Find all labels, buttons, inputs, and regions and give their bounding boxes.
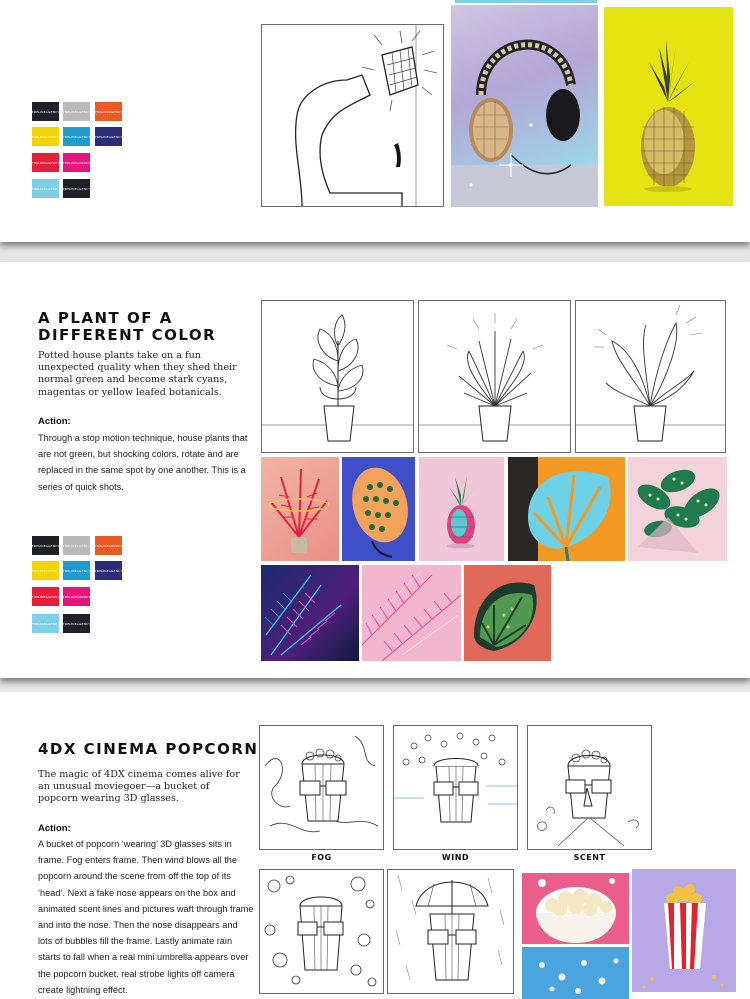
- photo-monstera-coral: [464, 565, 551, 661]
- sketch-plant-1: [261, 300, 414, 453]
- section-title: 4DX CINEMA POPCORN: [38, 740, 259, 758]
- photo-top-sliver: [455, 0, 597, 3]
- swatch-black: TOPLINEAGENCY: [32, 102, 59, 121]
- photo-pink-pineapple: [419, 457, 504, 561]
- swatch-black-2: TOPLINEAGENCY: [63, 179, 90, 198]
- swatch-red: TOPLINEAGENCY: [32, 587, 59, 606]
- sketch-popcorn-bubbles: [259, 869, 384, 994]
- swatch-orange: TOPLINEAGENCY: [95, 102, 122, 121]
- photo-disco-headphones: [451, 5, 598, 207]
- swatch-cyan: TOPLINEAGENCY: [63, 561, 90, 580]
- swatch-navy: TOPLINEAGENCY: [95, 127, 122, 146]
- swatch-black-2: TOPLINEAGENCY: [63, 614, 90, 633]
- caption-scent: SCENT: [573, 853, 606, 862]
- caption-wind: WIND: [441, 853, 470, 862]
- photo-popcorn-scatter-blue: [522, 947, 629, 999]
- photo-blue-leaf: [342, 457, 415, 561]
- action-text: A bucket of popcorn ‘wearing’ 3D glasses sits in frame. Fog enters frame. Then wind blows all the popcorn around the scene from off the top of its ‘head’. Next a fake nose appears on the box and animated scent lines and pictures waft through frame and into the nose. Then the nose disappears and lots of bubbles fill the frame. Lastly animate rain starts to fall when a real mini umbrella appears over the popcorn bucket. real strobe lights off camera create lightning effect.: [38, 839, 254, 995]
- action-text: Through a stop motion technique, house plants that are not green, but shocking colors, rotate and are replaced in the same spot by one another. This is a series of quick shots.: [38, 433, 248, 492]
- swatch-light-blue: TOPLINEAGENCY: [32, 614, 59, 633]
- caption-fog: FOG: [311, 853, 332, 862]
- photo-pink-palm-leaves: [362, 565, 461, 661]
- sketch-popcorn-fog: [259, 725, 384, 850]
- photo-neon-palm: [261, 565, 359, 661]
- section-title-line2: DIFFERENT COLOR: [38, 326, 217, 344]
- swatch-light-blue: TOPLINEAGENCY: [32, 179, 59, 198]
- section-title-line1: A PLANT OF A: [38, 309, 173, 327]
- photo-disco-pineapple: [604, 7, 733, 206]
- swatch-black: TOPLINEAGENCY: [32, 536, 59, 555]
- action-label: Action:: [38, 416, 71, 427]
- page-section-disco: [0, 0, 750, 242]
- swatch-navy: TOPLINEAGENCY: [95, 561, 122, 580]
- sketch-popcorn-umbrella: [387, 869, 514, 994]
- swatch-yellow: TOPLINEAGENCY: [32, 561, 59, 580]
- swatch-gray: TOPLINEAGENCY: [63, 536, 90, 555]
- sketch-popcorn-wind: [393, 725, 518, 850]
- sketch-plant-2: [418, 300, 571, 453]
- photo-spotted-leaves: [628, 457, 727, 561]
- sketch-plant-3: [575, 300, 726, 453]
- sketch-arm-disco-ball: [261, 24, 444, 207]
- swatch-magenta: TOPLINEAGENCY: [63, 587, 90, 606]
- swatch-red: TOPLINEAGENCY: [32, 153, 59, 172]
- page-section-plants: [0, 262, 750, 678]
- photo-pink-palm: [261, 457, 339, 561]
- page-section-popcorn: [0, 692, 750, 999]
- section-description: Potted house plants take on a fun unexpected quality when they shed their normal green and become stark cyans, magentas or yellow leafed botanicals.: [38, 350, 237, 398]
- swatch-orange: TOPLINEAGENCY: [95, 536, 122, 555]
- action-label: Action:: [38, 823, 71, 834]
- swatch-gray: TOPLINEAGENCY: [63, 102, 90, 121]
- swatch-magenta: TOPLINEAGENCY: [63, 153, 90, 172]
- photo-popcorn-bowl-pink: [522, 873, 629, 944]
- swatch-yellow: TOPLINEAGENCY: [32, 127, 59, 146]
- photo-popcorn-bucket-purple: [632, 869, 736, 992]
- photo-cyan-monstera: [508, 457, 625, 561]
- swatch-cyan: TOPLINEAGENCY: [63, 127, 90, 146]
- sketch-popcorn-scent: [527, 725, 652, 850]
- section-description: The magic of 4DX cinema comes alive for an unusual moviegoer—a bucket of popcorn wearing 3D glasses.: [38, 769, 240, 805]
